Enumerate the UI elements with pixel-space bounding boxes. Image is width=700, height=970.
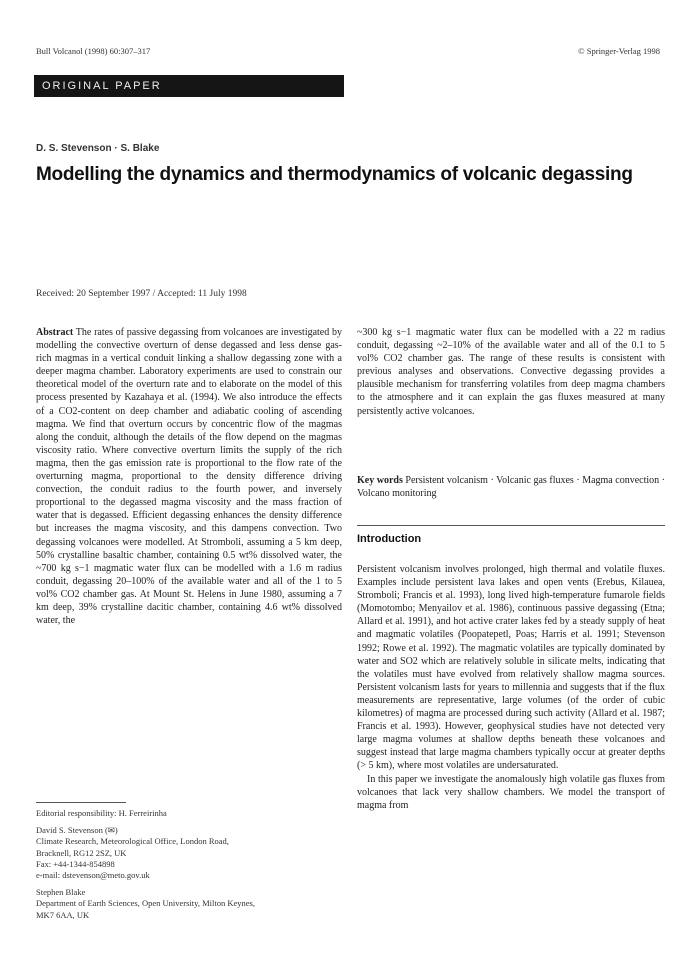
received-dates: Received: 20 September 1997 / Accepted: 11 July 1998: [36, 289, 247, 299]
abstract-continuation-text: ~300 kg s−1 magmatic water flux can be modelled with a 22 m radius conduit, degassing ~2–10% of the available water and all of the 0.1 to 5 vol% CO2 chamber gas. The range of these results is consistent with previous analyses and observations. Convective degassing provides a plausible mechanism for transferring volatiles from deep magma chambers to the atmosphere and it can explain the gas fluxes measured at many persistently active volcanoes.: [357, 327, 665, 417]
author1-name: David S. Stevenson (✉): [36, 825, 118, 836]
author1-fax: Fax: +44-1344-854898: [36, 858, 115, 869]
article-type-banner: ORIGINAL PAPER: [34, 75, 344, 97]
author1-email: e-mail: dstevenson@meto.gov.uk: [36, 870, 150, 881]
introduction-body: [357, 563, 665, 812]
author-list: D. S. Stevenson · S. Blake: [36, 143, 160, 154]
keywords-section: [357, 474, 665, 500]
footnote-divider: [36, 802, 126, 803]
copyright-notice: © Springer-Verlag 1998: [578, 46, 660, 56]
introduction-paragraph-1: Persistent volcanism involves prolonged, high thermal and volatile fluxes. Examples include persistent lava lakes and open vents (Erebus, Kilauea, Stromboli; Francis et al. 1993), long lived high-temperature fumarole fields (Momotombo; Menyailov et al. 1986), continuous passive degassing (Etna; Allard et al. 1991), and hot active crater lakes fed by a steady supply of heat and magmatic volatiles (Poopatepetl, Poas; Harris et al. 1991; Stevenson 1992; Rowe et al. 1992). The magmatic volatiles are typically dominated by water and SO2 which are relatively soluble in silicate melts, indicating that the volatiles must have evolved from relatively shallow magma sources. Persistent volcanism lasts for years to millennia and suggests that if the flux measurements are representative, large volumes (of the order of cubic kilometres) of magma are processed during such activity (Allard et al. 1987; Francis et al. 1993). However, geophysical studies have not detected very large magma volumes at shallow depths beneath these volcanoes and suggest instead that large magma chambers typically occur at greater depths (> 5 km), where most volatiles are undersaturated.: [357, 564, 665, 772]
author2-name: Stephen Blake: [36, 887, 86, 898]
author1-address-line2: Bracknell, RG12 2SZ, UK: [36, 847, 127, 858]
keywords-label: Key words: [357, 475, 403, 486]
abstract-section: [36, 326, 342, 627]
author1-address-line1: Climate Research, Meteorological Office, London Road,: [36, 836, 229, 847]
editorial-responsibility: Editorial responsibility: H. Ferreirinha: [36, 808, 167, 818]
journal-reference: Bull Volcanol (1998) 60:307–317: [36, 46, 151, 56]
section-divider: [357, 525, 665, 526]
abstract-label: Abstract: [36, 327, 74, 338]
author2-address-line1: Department of Earth Sciences, Open University, Milton Keynes,: [36, 898, 255, 909]
introduction-paragraph-2: In this paper we investigate the anomalously high volatile gas fluxes from volcanoes that lack very shallow chambers. We model the transport of magma from: [357, 773, 665, 811]
author2-address-line2: MK7 6AA, UK: [36, 909, 90, 920]
abstract-continuation: [357, 326, 665, 418]
article-title: Modelling the dynamics and thermodynamics of volcanic degassing: [36, 164, 633, 185]
footnotes: [36, 808, 342, 921]
abstract-text: The rates of passive degassing from volcanoes are investigated by modelling the convective overturn of dense degassed and less dense gas-rich magmas in a vertical conduit linking a shallow degassing zone with a deeper magma chamber. Laboratory experiments are used to constrain our theoretical model of the overturn rate and to elaborate on the model of this process presented by Kazahaya et al. (1994). We also introduce the effects of a CO2-content on deep chamber and adiabatic cooling of ascending magma. We find that overturn occurs by concentric flow of the magmas along the conduit, although the details of the flow depend on the magmas viscosity ratio. Where convective overturn limits the supply of the rich magma, then the gas emission rate is proportional to the flow rate of the overturning magma, proportional to the density difference driving convection, the conduit radius to the fourth power, and inversely proportional to the degassed magma viscosity and the mass fraction of water that is degassed. Efficient degassing enhances the density difference but increases the magma viscosity, and this dampens convection. Two degassing volcanoes were modelled. At Stromboli, assuming a 5 km deep, 50% crystalline basaltic chamber, containing 0.5 wt% dissolved water, the ~700 kg s−1 magmatic water flux can be modelled with a 1.6 m radius conduit, degassing 20–100% of the available water and all of the 1 to 5 vol% CO2 chamber gas. At Mount St. Helens in June 1980, assuming a 7 km deep, 39% crystalline dacitic chamber, containing 4.6 wt% dissolved water, the: [36, 327, 342, 627]
keywords-text: Persistent volcanism · Volcanic gas fluxes · Magma convection · Volcano monitoring: [357, 475, 666, 500]
introduction-heading: Introduction: [357, 533, 422, 545]
